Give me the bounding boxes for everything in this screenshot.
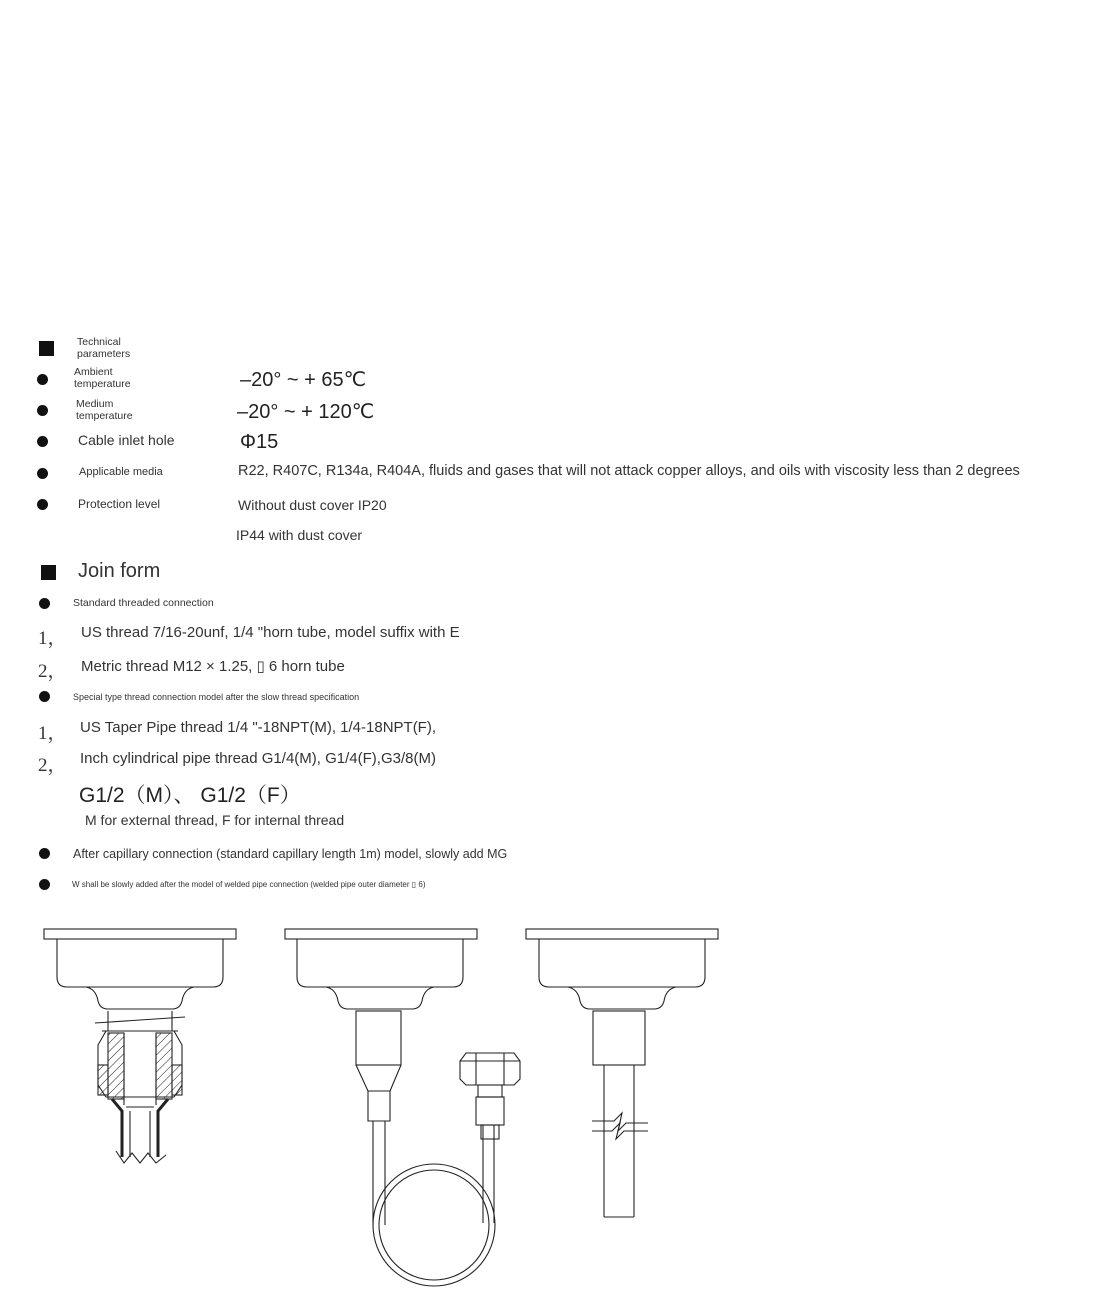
special-item-2: Inch cylindrical pipe thread G1/4(M), G1/4(F),G3/8(M) <box>80 750 436 767</box>
special-item-1: US Taper Pipe thread 1/4 "-18NPT(M), 1/4-18NPT(F), <box>80 719 437 736</box>
cable-label: Cable inlet hole <box>78 432 175 448</box>
standard-item-1: US thread 7/16-20unf, 1/4 "horn tube, model suffix with E <box>81 624 460 641</box>
bullet-dot <box>39 598 50 609</box>
bullet-dot <box>37 499 48 510</box>
list-number: 2， <box>38 661 67 682</box>
standard-label: Standard threaded connection <box>73 597 214 609</box>
special-note: M for external thread, F for internal thread <box>85 812 345 828</box>
special-label: Special type thread connection model after the slow thread specification <box>73 692 360 702</box>
special-extra: G1/2（M）、 G1/2（F） <box>79 784 301 807</box>
medium-value: –20° ~ + 120℃ <box>237 401 375 423</box>
bullet-dot <box>39 879 50 890</box>
bullet-dot <box>39 691 50 702</box>
bullet-dot <box>37 374 48 385</box>
section-bullet-square <box>41 565 56 580</box>
bullet-dot <box>37 405 48 416</box>
list-number: 1， <box>38 628 67 649</box>
diagram-threaded-connection <box>40 925 260 1185</box>
technical-heading: Technical parameters <box>77 336 131 360</box>
protection-label: Protection level <box>78 497 161 511</box>
bullet-dot <box>37 468 48 479</box>
list-number: 2， <box>38 755 67 776</box>
join-heading: Join form <box>78 560 161 582</box>
ambient-label: Ambient temperature <box>74 366 131 390</box>
medium-label: Medium temperature <box>76 398 133 422</box>
welded-text: W shall be slowly added after the model of welded pipe connection (welded pipe outer diameter ▯ 6) <box>72 880 426 889</box>
cable-value: Φ15 <box>240 431 279 453</box>
section-bullet-square <box>39 341 54 356</box>
protection-value-1: Without dust cover IP20 <box>238 497 387 513</box>
standard-item-2: Metric thread M12 × 1.25, ▯ 6 horn tube <box>81 658 345 675</box>
media-value: R22, R407C, R134a, R404A, fluids and gases that will not attack copper alloys, and oils with viscosity less than 2 degrees <box>238 463 1020 479</box>
list-number: 1， <box>38 723 67 744</box>
ambient-value: –20° ~ + 65℃ <box>240 369 367 391</box>
capillary-text: After capillary connection (standard capillary length 1m) model, slowly add MG <box>73 847 508 861</box>
bullet-dot <box>37 436 48 447</box>
media-label: Applicable media <box>79 466 163 478</box>
diagram-capillary-connection <box>280 925 520 1295</box>
diagram-welded-connection <box>522 925 742 1225</box>
protection-value-2: IP44 with dust cover <box>236 527 363 543</box>
bullet-dot <box>39 848 50 859</box>
